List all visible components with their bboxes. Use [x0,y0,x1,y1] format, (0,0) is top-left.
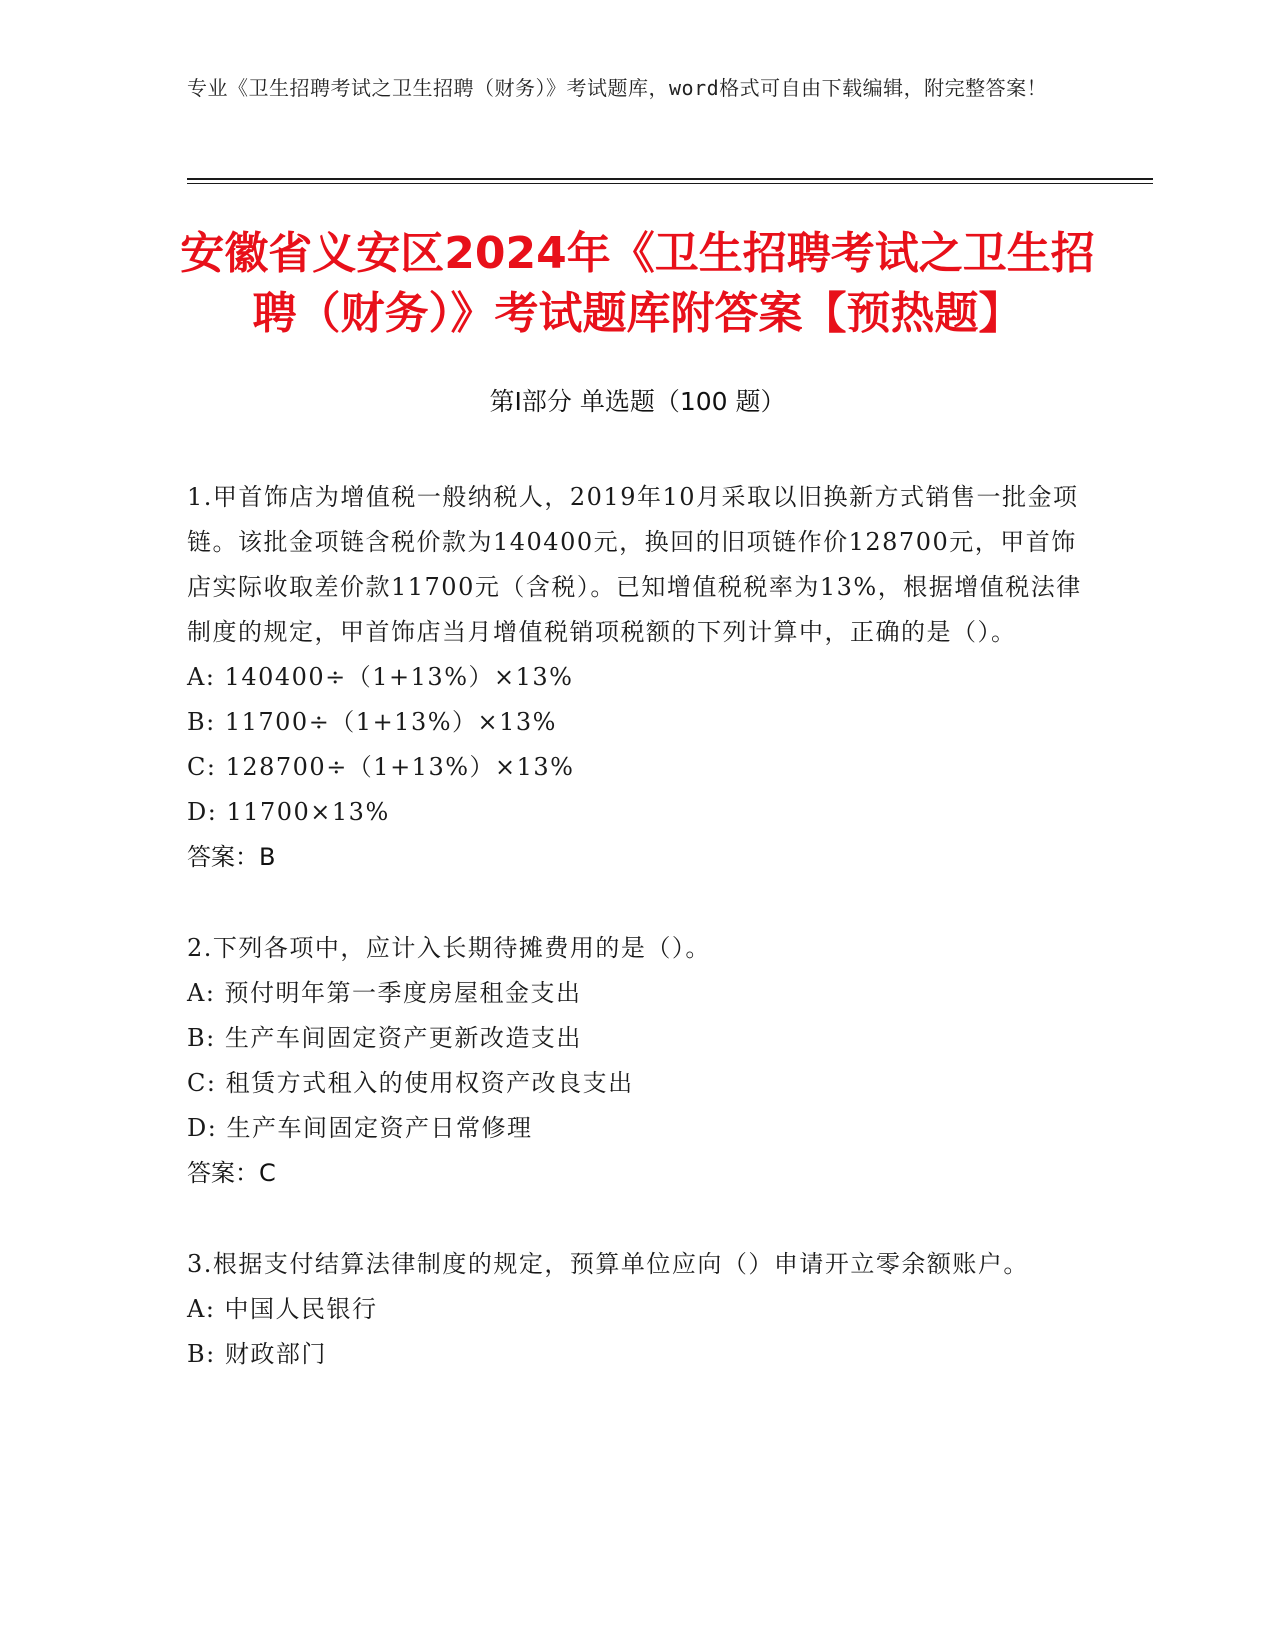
option-a: A: 140400÷（1+13%）×13% [187,663,574,691]
question-1 [187,475,1087,880]
option-b: B: 财政部门 [187,1340,327,1368]
document-title: 安徽省义安区2024年《卫生招聘考试之卫生招聘（财务）》考试题库附答案【预热题】 [180,228,1095,339]
option-c: C: 128700÷（1+13%）×13% [187,753,575,781]
question-stem: 3.根据支付结算法律制度的规定，预算单位应向（）申请开立零余额账户。 [187,1250,1029,1278]
header-divider-thick [187,178,1153,180]
question-3 [187,1242,1087,1377]
option-a: A: 预付明年第一季度房屋租金支出 [187,979,582,1007]
option-d: D: 生产车间固定资产日常修理 [187,1114,533,1142]
option-b: B: 生产车间固定资产更新改造支出 [187,1024,582,1052]
header-divider-thin [187,183,1153,184]
question-2 [187,926,1087,1196]
question-stem: 1.甲首饰店为增值税一般纳税人，2019年10月采取以旧换新方式销售一批金项链。该批金项链含税价款为140400元，换回的旧项链作价128700元，甲首饰店实际收取差价款11700元（含税）。已知增值税税率为13%，根据增值税法律制度的规定，甲首饰店当月增值税销项税额的下列计算中，正确的是（）。 [187,483,1082,646]
header-note: 专业《卫生招聘考试之卫生招聘（财务）》考试题库，word格式可自由下载编辑，附完整答案！ [187,76,1048,100]
option-a: A: 中国人民银行 [187,1295,378,1323]
option-c: C: 租赁方式租入的使用权资产改良支出 [187,1069,634,1097]
answer-label: 答案：B [187,843,276,871]
section-heading: 第Ⅰ部分 单选题（100 题） [489,387,786,416]
option-d: D: 11700×13% [187,798,390,826]
question-list [187,475,1087,1423]
answer-label: 答案：C [187,1159,276,1187]
question-stem: 2.下列各项中，应计入长期待摊费用的是（）。 [187,934,711,962]
option-b: B: 11700÷（1+13%）×13% [187,708,557,736]
